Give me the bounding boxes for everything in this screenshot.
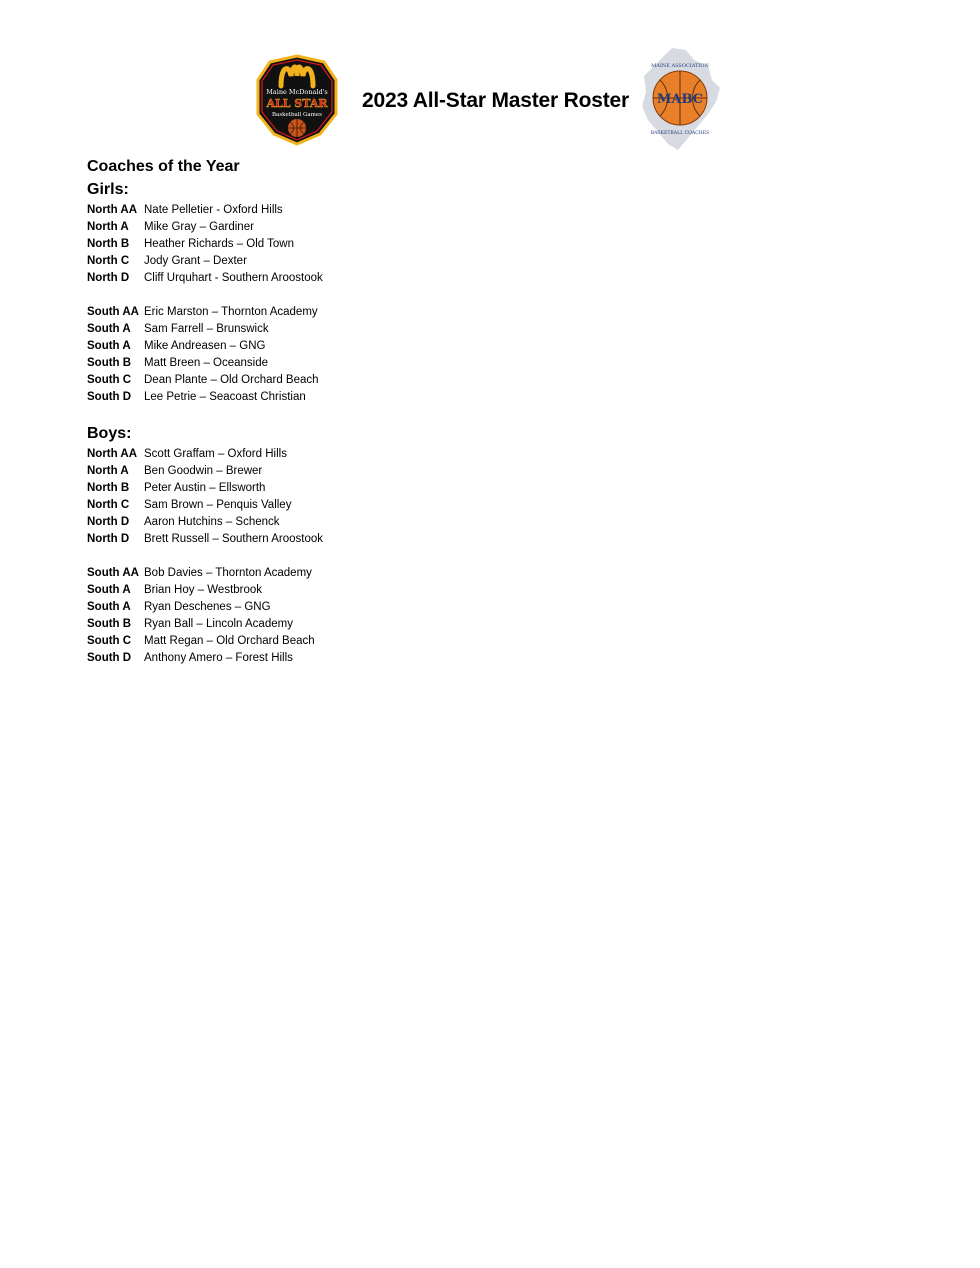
list-item [87, 531, 687, 548]
coach-name: Jody Grant – Dexter [144, 255, 247, 267]
list-item [87, 270, 687, 287]
coach-name: Cliff Urquhart - Southern Aroostook [144, 272, 323, 284]
list-item [87, 372, 687, 389]
coach-name: Bob Davies – Thornton Academy [144, 567, 312, 579]
coach-name: Mike Andreasen – GNG [144, 340, 266, 352]
coach-name: Peter Austin – Ellsworth [144, 482, 266, 494]
list-item [87, 355, 687, 372]
region-label: South D [87, 652, 132, 664]
region-label: South C [87, 374, 132, 386]
spacer [87, 548, 687, 565]
list-item [87, 253, 687, 270]
logo-left-line1: Maine McDonald's [266, 88, 328, 96]
boys-north-list [87, 446, 687, 548]
list-item [87, 514, 687, 531]
region-label: North C [87, 499, 130, 511]
list-item [87, 497, 687, 514]
logo-right-center: MABC [656, 92, 704, 107]
coach-name: Lee Petrie – Seacoast Christian [144, 391, 306, 403]
list-item [87, 219, 687, 236]
logo-right-bottom: BASKETBALL COACHES [650, 131, 710, 136]
coach-name: Ryan Deschenes – GNG [144, 601, 271, 613]
region-label: South B [87, 357, 132, 369]
region-label: North AA [87, 204, 138, 216]
region-label: North D [87, 516, 130, 528]
girls-north-list [87, 202, 687, 287]
page-title: 2023 All-Star Master Roster [362, 89, 629, 112]
region-label: South A [87, 601, 131, 613]
coach-name: Ryan Ball – Lincoln Academy [144, 618, 293, 630]
list-item [87, 480, 687, 497]
coach-name: Scott Graffam – Oxford Hills [144, 448, 287, 460]
coach-name: Sam Farrell – Brunswick [144, 323, 269, 335]
list-item [87, 616, 687, 633]
boys-heading: Boys: [87, 425, 132, 442]
coach-name: Aaron Hutchins – Schenck [144, 516, 280, 528]
mabc-logo [638, 46, 722, 152]
list-item [87, 338, 687, 355]
region-label: North A [87, 221, 129, 233]
region-label: North D [87, 272, 130, 284]
region-label: North C [87, 255, 130, 267]
list-item [87, 304, 687, 321]
list-item [87, 236, 687, 253]
list-item [87, 389, 687, 406]
region-label: South B [87, 618, 132, 630]
region-label: South D [87, 391, 132, 403]
logo-left-line3: Basketball Games [272, 112, 322, 118]
region-label: North A [87, 465, 129, 477]
logo-right-top: MAINE ASSOCIATION [651, 63, 709, 69]
list-item [87, 202, 687, 219]
list-item [87, 565, 687, 582]
coach-name: Matt Breen – Oceanside [144, 357, 269, 369]
region-label: North B [87, 238, 130, 250]
region-label: South AA [87, 306, 139, 318]
list-item [87, 582, 687, 599]
list-item [87, 321, 687, 338]
region-label: South AA [87, 567, 139, 579]
roster-content [87, 156, 687, 667]
coach-name: Brett Russell – Southern Aroostook [144, 533, 323, 545]
region-label: South A [87, 340, 131, 352]
coach-name: Dean Plante – Old Orchard Beach [144, 374, 319, 386]
region-label: South A [87, 323, 131, 335]
coach-name: Eric Marston – Thornton Academy [144, 306, 318, 318]
list-item [87, 650, 687, 667]
region-label: North D [87, 533, 130, 545]
coach-name: Ben Goodwin – Brewer [144, 465, 263, 477]
spacer [87, 287, 687, 304]
spacer [87, 406, 687, 422]
boys-south-list [87, 565, 687, 667]
region-label: North B [87, 482, 130, 494]
region-label: South A [87, 584, 131, 596]
coach-name: Sam Brown – Penquis Valley [144, 499, 292, 511]
coach-name: Brian Hoy – Westbrook [144, 584, 263, 596]
region-label: North AA [87, 448, 138, 460]
coach-name: Anthony Amero – Forest Hills [144, 652, 293, 664]
coach-name: Mike Gray – Gardiner [144, 221, 254, 233]
logo-left-line2: ALL STAR [266, 97, 328, 110]
list-item [87, 446, 687, 463]
section-title: Coaches of the Year [87, 158, 240, 175]
girls-heading: Girls: [87, 181, 129, 198]
coach-name: Nate Pelletier - Oxford Hills [144, 204, 283, 216]
girls-south-list [87, 304, 687, 406]
coach-name: Heather Richards – Old Town [144, 238, 294, 250]
list-item [87, 463, 687, 480]
page-header [0, 0, 980, 160]
mcdonalds-all-star-logo [254, 54, 340, 146]
coach-name: Matt Regan – Old Orchard Beach [144, 635, 315, 647]
region-label: South C [87, 635, 132, 647]
list-item [87, 599, 687, 616]
list-item [87, 633, 687, 650]
